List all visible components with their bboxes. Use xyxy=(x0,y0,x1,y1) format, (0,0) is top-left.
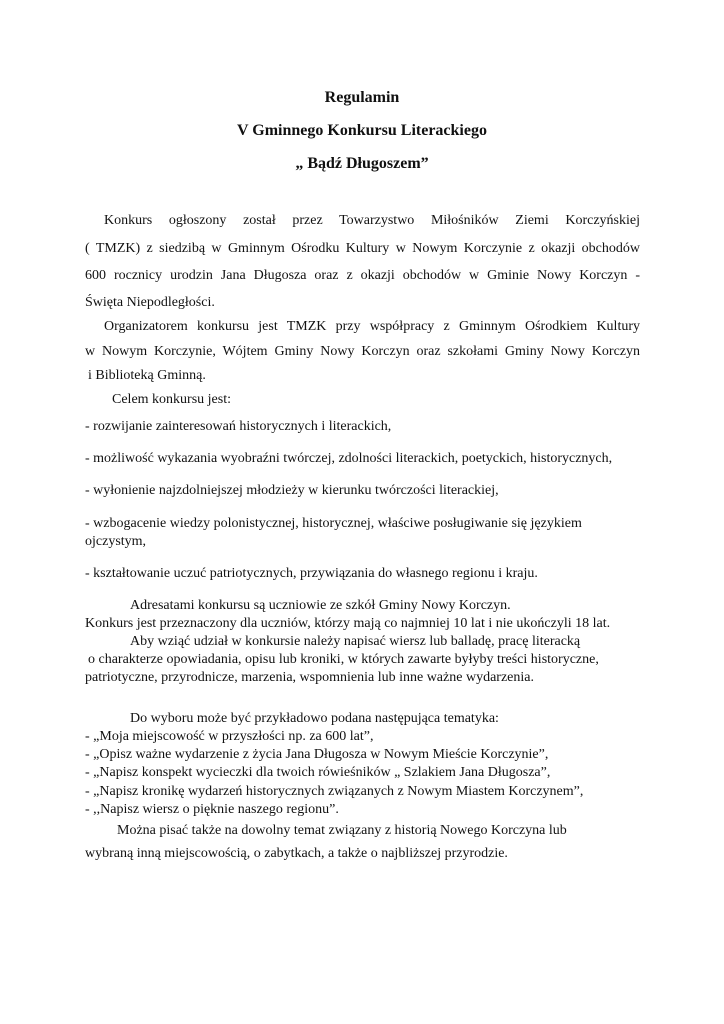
topic-item-2: - „Opisz ważne wydarzenie z życia Jana Długosza w Nowym Mieście Korczynie”, xyxy=(85,747,549,762)
participants-line-3: Aby wziąć udział w konkursie należy napisać wiersz lub balladę, pracę literacką xyxy=(130,634,581,649)
goal-item-1: - rozwijanie zainteresowań historycznych i literackich, xyxy=(85,419,392,434)
intro-p1-line-3: 600 rocznicy urodzin Jana Długosza oraz z okazji obchodów w Gminie Nowy Korczyn - xyxy=(85,268,640,283)
participants-line-1: Adresatami konkursu są uczniowie ze szkół Gminy Nowy Korczyn. xyxy=(130,598,511,613)
closing-line-2: wybraną inną miejscowością, o zabytkach, a także o najbliższej przyrodzie. xyxy=(85,846,508,861)
goal-item-4: - wzbogacenie wiedzy polonistycznej, historycznej, właściwe posługiwanie się językiem xyxy=(85,516,582,531)
doc-title-contest: V Gminnego Konkursu Literackiego xyxy=(237,122,487,139)
intro-p1-line-2: ( TMZK) z siedzibą w Gminnym Ośrodku Kultury w Nowym Korczynie z okazji obchodów xyxy=(85,241,640,256)
topic-item-3: - „Napisz konspekt wycieczki dla twoich rówieśników „ Szlakiem Jana Długosza”, xyxy=(85,765,551,780)
doc-title-motto: „ Bądź Długoszem” xyxy=(295,155,429,172)
goal-item-2: - możliwość wykazania wyobraźni twórczej, zdolności literackich, poetyckich, historycznych, xyxy=(85,451,613,466)
intro-p2-line-3: i Biblioteką Gminną. xyxy=(88,368,206,383)
topic-item-4: - „Napisz kronikę wydarzeń historycznych związanych z Nowym Miastem Korczynem”, xyxy=(85,784,584,799)
intro-p2-line-2: w Nowym Korczynie, Wójtem Gminy Nowy Korczyn oraz szkołami Gminy Nowy Korczyn xyxy=(85,344,640,359)
closing-line-1: Można pisać także na dowolny temat związany z historią Nowego Korczyna lub xyxy=(117,823,567,838)
topics-heading: Do wyboru może być przykładowo podana następująca tematyka: xyxy=(130,711,499,726)
topic-item-1: - „Moja miejscowość w przyszłości np. za 600 lat”, xyxy=(85,729,374,744)
participants-line-5: patriotyczne, przyrodnicze, marzenia, wspomnienia lub inne ważne wydarzenia. xyxy=(85,670,534,685)
goal-item-5: - kształtowanie uczuć patriotycznych, przywiązania do własnego regionu i kraju. xyxy=(85,566,538,581)
participants-line-4: o charakterze opowiadania, opisu lub kroniki, w których zawarte byłyby treści historyczne, xyxy=(88,652,599,667)
goal-item-4-cont: ojczystym, xyxy=(85,534,147,549)
intro-p1-line-4: Święta Niepodległości. xyxy=(85,295,215,310)
intro-p2-line-1: Organizatorem konkursu jest TMZK przy współpracy z Gminnym Ośrodkiem Kultury xyxy=(104,319,640,334)
topic-item-5: - ,,Napisz wiersz o pięknie naszego regionu”. xyxy=(85,802,339,817)
participants-line-2: Konkurs jest przeznaczony dla uczniów, którzy mają co najmniej 10 lat i nie ukończyli 18 lat. xyxy=(85,616,611,631)
goal-item-3: - wyłonienie najzdolniejszej młodzieży w kierunku twórczości literackiej, xyxy=(85,483,499,498)
goals-heading: Celem konkursu jest: xyxy=(112,392,231,407)
doc-title-regulamin: Regulamin xyxy=(324,89,400,106)
intro-p1-line-1: Konkurs ogłoszony został przez Towarzystwo Miłośników Ziemi Korczyńskiej xyxy=(104,213,640,228)
